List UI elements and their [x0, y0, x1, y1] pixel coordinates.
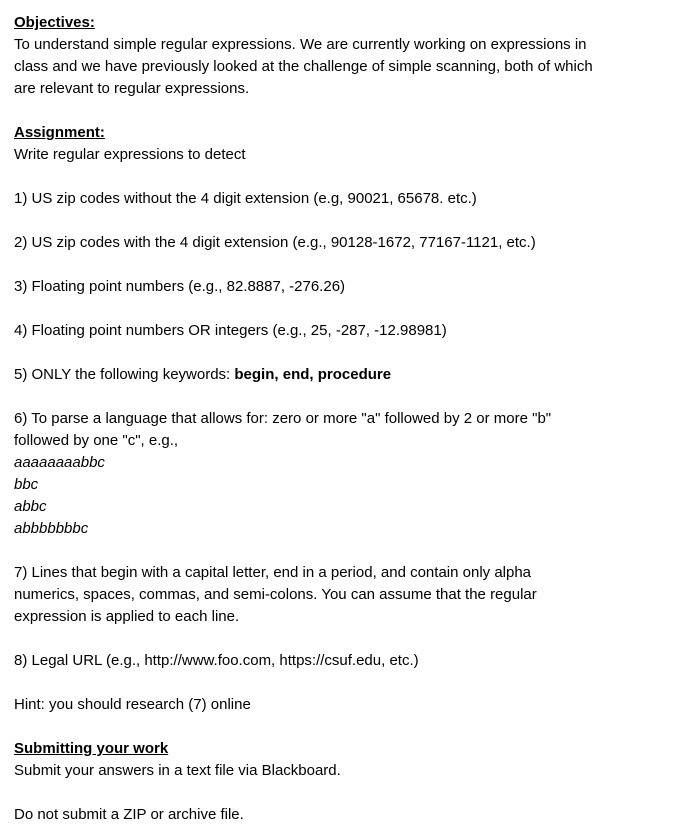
question-3: 3) Floating point numbers (e.g., 82.8887, -276.26) [14, 278, 346, 295]
question-5-keywords: begin, end, procedure [234, 366, 392, 383]
question-7-line-1: 7) Lines that begin with a capital letter, end in a period, and contain only alpha [14, 564, 532, 581]
question-1: 1) US zip codes without the 4 digit extension (e.g, 90021, 65678. etc.) [14, 190, 477, 207]
submitting-note: Do not submit a ZIP or archive file. [14, 806, 244, 823]
spacer [14, 540, 664, 562]
spacer [14, 298, 664, 320]
spacer [14, 166, 664, 188]
question-7-line-2: numerics, spaces, commas, and semi-colons. You can assume that the regular [14, 586, 537, 603]
objectives-heading: Objectives: [14, 14, 95, 31]
example-string: bbc [14, 476, 39, 493]
question-6-line-1: 6) To parse a language that allows for: zero or more "a" followed by 2 or more "b" [14, 410, 552, 427]
question-7-line-3: expression is applied to each line. [14, 608, 240, 625]
spacer [14, 782, 664, 804]
submitting-text: Submit your answers in a text file via Blackboard. [14, 762, 341, 779]
question-4: 4) Floating point numbers OR integers (e.g., 25, -287, -12.98981) [14, 322, 447, 339]
spacer [14, 672, 664, 694]
hint-text: Hint: you should research (7) online [14, 696, 251, 713]
example-string: aaaaaaaabbc [14, 454, 105, 471]
question-5-prefix: 5) ONLY the following keywords: [14, 366, 235, 383]
document-body [14, 12, 664, 826]
example-string: abbc [14, 498, 47, 515]
submitting-heading: Submitting your work [14, 740, 169, 757]
spacer [14, 386, 664, 408]
assignment-heading: Assignment: [14, 124, 105, 141]
objectives-line-2: class and we have previously looked at the challenge of simple scanning, both of which [14, 58, 593, 75]
spacer [14, 100, 664, 122]
question-2: 2) US zip codes with the 4 digit extension (e.g., 90128-1672, 77167-1121, etc.) [14, 234, 536, 251]
objectives-line-1: To understand simple regular expressions. We are currently working on expressions in [14, 36, 587, 53]
objectives-line-3: are relevant to regular expressions. [14, 80, 250, 97]
question-6-line-2: followed by one "c", e.g., [14, 432, 179, 449]
spacer [14, 716, 664, 738]
assignment-intro: Write regular expressions to detect [14, 146, 246, 163]
question-5 [14, 364, 664, 386]
spacer [14, 210, 664, 232]
question-8: 8) Legal URL (e.g., http://www.foo.com, https://csuf.edu, etc.) [14, 652, 419, 669]
example-string: abbbbbbbc [14, 520, 89, 537]
spacer [14, 254, 664, 276]
spacer [14, 628, 664, 650]
spacer [14, 342, 664, 364]
